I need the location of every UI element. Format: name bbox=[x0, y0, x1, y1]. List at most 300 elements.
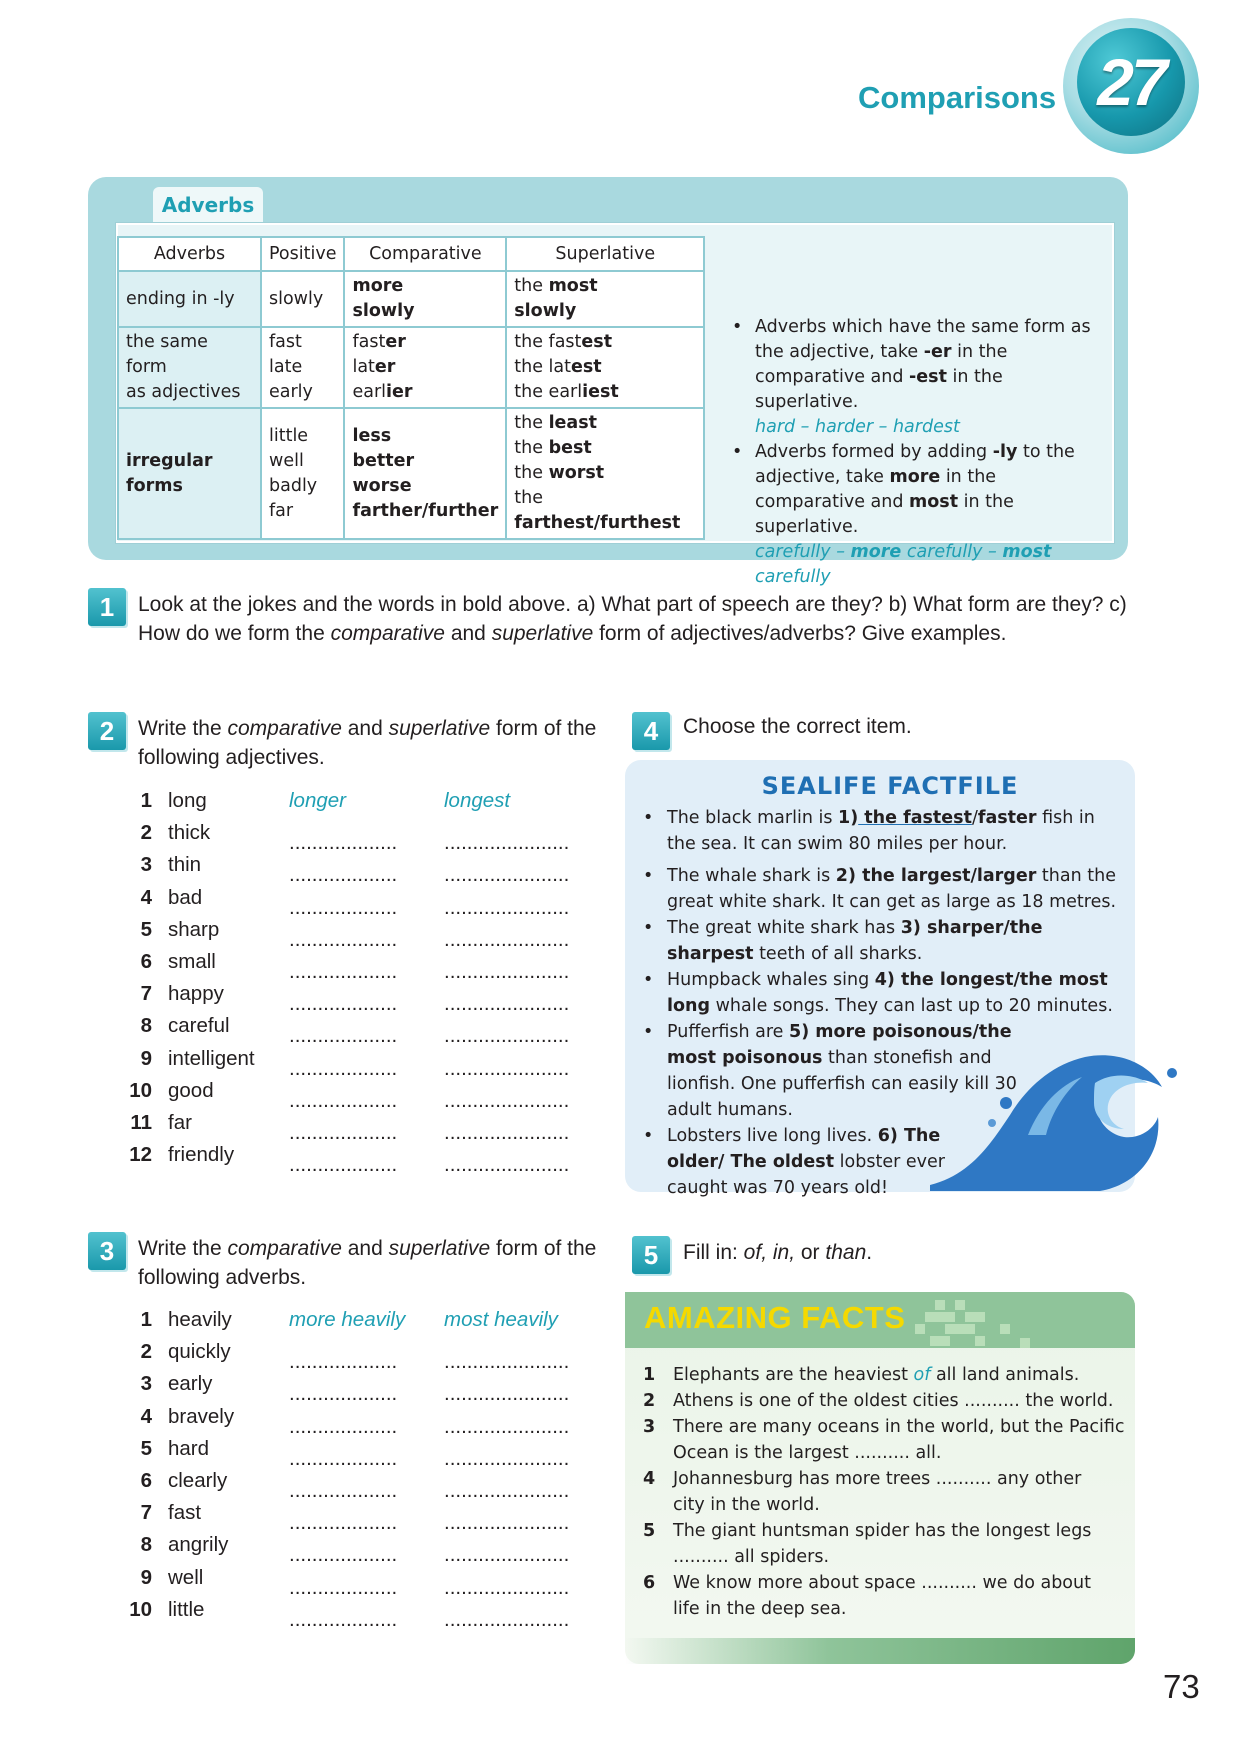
task-text-part: . bbox=[866, 1241, 873, 1264]
answer-blank-comparative[interactable]: ................... bbox=[289, 895, 398, 919]
fact-item bbox=[643, 1518, 1103, 1570]
item-word: bad bbox=[168, 885, 203, 909]
item-number: 4 bbox=[140, 1404, 152, 1428]
pixel-decoration bbox=[945, 1324, 975, 1334]
comp-word: farther/further bbox=[352, 500, 499, 521]
task-text-part: form of the following adjectives. bbox=[138, 717, 597, 769]
note-example: hard – harder – hardest bbox=[755, 417, 960, 437]
header-adverbs: Adverbs bbox=[118, 237, 261, 271]
sealife-list bbox=[643, 805, 1121, 1201]
task-text-italic: comparative bbox=[227, 717, 342, 740]
pixel-decoration bbox=[975, 1336, 985, 1346]
fact-text: The whale shark is bbox=[667, 866, 836, 886]
unit-badge bbox=[1063, 18, 1199, 154]
pixel-decoration bbox=[930, 1336, 950, 1346]
fact-text: than the great white shark. It can get as large as 18 metres. bbox=[667, 866, 1117, 912]
item-number: 8 bbox=[140, 1014, 152, 1038]
list-item bbox=[128, 1437, 588, 1469]
option[interactable]: faster bbox=[977, 808, 1037, 828]
note-bold: -er bbox=[923, 342, 952, 362]
answer-blank-comparative[interactable]: ................... bbox=[289, 1382, 398, 1406]
task-text-italic: superlative bbox=[388, 1237, 491, 1260]
item-word: clearly bbox=[168, 1468, 228, 1492]
row-head-line: as adjectives bbox=[126, 382, 241, 402]
list-item bbox=[128, 1047, 588, 1079]
task-2-text bbox=[138, 714, 598, 772]
answer-blank-comparative[interactable]: ................... bbox=[289, 1478, 398, 1502]
task-text-part: Fill in: bbox=[683, 1241, 738, 1264]
item-number: 5 bbox=[140, 917, 152, 941]
answer-blank-superlative[interactable]: ...................... bbox=[444, 895, 570, 919]
item-word: far bbox=[168, 1110, 192, 1134]
comp-word: worse bbox=[352, 475, 412, 496]
item-number: 9 bbox=[140, 1565, 152, 1589]
example-comparative: longer bbox=[289, 789, 346, 812]
item-number: 3 bbox=[140, 853, 152, 877]
amazing-facts-title: AMAZING FACTS bbox=[644, 1300, 906, 1335]
answer-blank-superlative[interactable]: ...................... bbox=[444, 1120, 570, 1144]
cell-superlative bbox=[506, 408, 704, 539]
adverbs-list bbox=[128, 1308, 588, 1630]
list-item bbox=[128, 982, 588, 1014]
answer-blank-comparative[interactable]: ................... bbox=[289, 1414, 398, 1438]
item-number: 7 bbox=[140, 1501, 152, 1525]
item-word: intelligent bbox=[168, 1046, 255, 1070]
note-text: in the comparative and bbox=[755, 342, 1008, 387]
row-head-line: the same form bbox=[126, 332, 208, 377]
comp-suffix: er bbox=[385, 332, 406, 352]
item-word: good bbox=[168, 1078, 214, 1102]
list-item bbox=[128, 1405, 588, 1437]
sup-suffix: est bbox=[581, 332, 613, 352]
sup-line bbox=[514, 355, 696, 380]
item-number: 2) bbox=[835, 866, 856, 886]
answer-blank-comparative[interactable]: ................... bbox=[289, 831, 398, 855]
note-bold: most bbox=[909, 492, 959, 512]
answer-blank-comparative[interactable]: ................... bbox=[289, 1607, 398, 1631]
note-text: Adverbs which have the same form as the adjective, take bbox=[755, 317, 1091, 362]
item-number: 5 bbox=[140, 1436, 152, 1460]
answer-blank-comparative[interactable]: ................... bbox=[289, 1446, 398, 1470]
adjectives-list bbox=[128, 789, 588, 1175]
example-superlative: longest bbox=[444, 789, 511, 812]
list-item bbox=[128, 918, 588, 950]
cell-comparative bbox=[344, 271, 506, 327]
options[interactable]: The older/ The oldest bbox=[667, 1126, 941, 1172]
answer-blank-comparative[interactable]: ................... bbox=[289, 863, 398, 887]
row-head-line: forms bbox=[126, 475, 183, 496]
fact-text: The black marlin is bbox=[667, 808, 839, 828]
ex-bold: more bbox=[850, 542, 902, 562]
answer-blank-superlative[interactable]: ...................... bbox=[444, 1478, 570, 1502]
task-3-text bbox=[138, 1234, 598, 1292]
item-number: 6) bbox=[877, 1126, 898, 1146]
answer-blank-comparative[interactable]: ................... bbox=[289, 1153, 398, 1177]
task-text-part: form of adjectives/adverbs? Give examples. bbox=[593, 622, 1007, 645]
task-text-part: Write the bbox=[138, 717, 228, 740]
cell-positive bbox=[261, 327, 344, 408]
fact-item bbox=[643, 1123, 973, 1201]
task-text-part: Write the bbox=[138, 1237, 228, 1260]
sealife-title: SEALIFE FACTFILE bbox=[761, 772, 1019, 800]
task-options: than bbox=[825, 1241, 867, 1264]
answer-blank-comparative[interactable]: ................... bbox=[289, 1575, 398, 1599]
sup-suffix: iest bbox=[582, 382, 619, 402]
task-5-text bbox=[683, 1238, 872, 1267]
note-text: in the superlative. bbox=[755, 492, 1014, 537]
note-text: in the comparative and bbox=[755, 467, 997, 512]
header-positive: Positive bbox=[261, 237, 344, 271]
answer-blank-superlative[interactable]: ...................... bbox=[444, 1414, 570, 1438]
sup-suffix: est bbox=[571, 357, 602, 377]
fact-text: Johannesburg has more trees .......... any other city in the world. bbox=[673, 1469, 1082, 1515]
item-number: 2 bbox=[140, 1340, 152, 1364]
item-number: 2 bbox=[140, 821, 152, 845]
answer-blank-comparative[interactable]: ................... bbox=[289, 927, 398, 951]
example-answer: of bbox=[913, 1365, 931, 1385]
task-text-part: and bbox=[341, 717, 389, 740]
item-word: quickly bbox=[168, 1340, 231, 1364]
answer-blank-superlative[interactable]: ...................... bbox=[444, 1511, 570, 1535]
sup-word: slowly bbox=[514, 301, 577, 321]
comp-line bbox=[352, 330, 498, 355]
adverbs-tab: Adverbs bbox=[153, 187, 263, 223]
list-item-example bbox=[128, 1308, 588, 1340]
answer-blank-comparative[interactable]: ................... bbox=[289, 1350, 398, 1374]
fact-item bbox=[643, 863, 1121, 915]
comp-suffix: er bbox=[374, 357, 396, 377]
table-row bbox=[118, 408, 704, 539]
pixel-decoration bbox=[925, 1312, 955, 1322]
list-item bbox=[128, 1111, 588, 1143]
sup-bold: farthest/furthest bbox=[514, 513, 681, 533]
list-item bbox=[128, 886, 588, 918]
sup-pre: the bbox=[514, 276, 549, 296]
item-number: 6 bbox=[140, 1468, 152, 1492]
task-text-part: and bbox=[444, 622, 492, 645]
item-number: 3 bbox=[140, 1372, 152, 1396]
options[interactable]: the largest/larger bbox=[855, 866, 1037, 886]
fact-text: Lobsters live long lives. bbox=[667, 1126, 878, 1146]
pixel-decoration bbox=[915, 1324, 925, 1334]
comp-base: lat bbox=[352, 357, 375, 377]
task-text-part: Look at the jokes and the words in bold above. a) What part of speech are they? b) What form are they? c) How do we form the bbox=[138, 593, 1127, 645]
task-text-italic: superlative bbox=[491, 622, 594, 645]
item-word: early bbox=[168, 1372, 213, 1396]
header-comparative: Comparative bbox=[344, 237, 506, 271]
fact-text: than stonefish and lionfish. One pufferfish can easily kill 30 adult humans. bbox=[667, 1048, 1017, 1120]
item-number: 1 bbox=[140, 1308, 152, 1331]
row-head bbox=[118, 327, 261, 408]
pixel-decoration bbox=[965, 1312, 985, 1322]
item-word: angrily bbox=[168, 1533, 229, 1557]
answer-blank-comparative[interactable]: ................... bbox=[289, 1056, 398, 1080]
list-item bbox=[128, 1533, 588, 1565]
pos-word: late bbox=[269, 357, 303, 377]
options[interactable]: sharper/the sharpest bbox=[667, 918, 1043, 964]
list-item bbox=[128, 1372, 588, 1404]
sup-line bbox=[514, 436, 696, 461]
item-word: careful bbox=[168, 1014, 230, 1038]
item-word: friendly bbox=[168, 1143, 235, 1167]
page-number: 73 bbox=[1163, 1668, 1200, 1705]
header-superlative: Superlative bbox=[506, 237, 704, 271]
comp-base: earl bbox=[352, 382, 387, 402]
task-text-italic: comparative bbox=[330, 622, 445, 645]
item-number: 6 bbox=[140, 949, 152, 973]
pixel-decoration bbox=[1000, 1324, 1010, 1334]
sup-pre: the bbox=[514, 413, 549, 433]
item-word: long bbox=[168, 789, 207, 812]
page-title: Comparisons bbox=[858, 80, 1057, 115]
fact-text: whale songs. They can last up to 20 minutes. bbox=[710, 996, 1113, 1016]
comp-word: better bbox=[352, 450, 415, 471]
fact-text: The great white shark has bbox=[667, 918, 901, 938]
sup-base: the earl bbox=[514, 382, 583, 402]
answer-blank-superlative[interactable]: ...................... bbox=[444, 1543, 570, 1567]
answer-blank-superlative[interactable]: ...................... bbox=[444, 1607, 570, 1631]
answer-blank-comparative[interactable]: ................... bbox=[289, 1120, 398, 1144]
task-2-number: 2 bbox=[88, 712, 126, 750]
fact-text: fish in the sea. It can swim 80 miles per hour. bbox=[667, 808, 1095, 854]
answer-blank-superlative[interactable]: ...................... bbox=[444, 1446, 570, 1470]
fact-text: Humpback whales sing bbox=[667, 970, 875, 990]
unit-badge-inner bbox=[1077, 28, 1185, 136]
item-number: 12 bbox=[129, 1143, 152, 1167]
item-number: 3 bbox=[643, 1417, 656, 1437]
answer-blank-superlative[interactable]: ...................... bbox=[444, 927, 570, 951]
comp-suffix: ier bbox=[386, 382, 413, 402]
answer-blank-superlative[interactable]: ...................... bbox=[444, 1088, 570, 1112]
item-word: well bbox=[168, 1565, 204, 1589]
item-number: 5) bbox=[789, 1022, 810, 1042]
sup-bold: least bbox=[548, 413, 598, 433]
fact-text: Pufferfish are bbox=[667, 1022, 790, 1042]
item-word: heavily bbox=[168, 1308, 232, 1331]
fact-text: Athens is one of the oldest cities .......... the world. bbox=[673, 1391, 1114, 1411]
fact-text: There are many oceans in the world, but the Pacific Ocean is the largest .......... all. bbox=[673, 1417, 1125, 1463]
sup-pre: the bbox=[514, 438, 549, 458]
table-row bbox=[118, 271, 704, 327]
cell-positive bbox=[261, 408, 344, 539]
fact-text: teeth of all sharks. bbox=[753, 944, 923, 964]
item-number: 4 bbox=[643, 1469, 656, 1489]
fact-item bbox=[643, 1466, 1083, 1518]
list-item bbox=[128, 1598, 588, 1630]
note-bold: -ly bbox=[992, 442, 1018, 462]
fact-item bbox=[643, 805, 1121, 857]
note-bold: more bbox=[889, 467, 941, 487]
fact-item bbox=[643, 967, 1121, 1019]
task-text-italic: comparative bbox=[227, 1237, 342, 1260]
task-options: of, in, bbox=[737, 1241, 796, 1264]
table-row bbox=[118, 327, 704, 408]
comp-word: slowly bbox=[352, 301, 415, 321]
adverbs-table bbox=[117, 236, 705, 540]
cell-comparative bbox=[344, 408, 506, 539]
fact-item bbox=[643, 1570, 1103, 1622]
item-number: 1 bbox=[643, 1365, 656, 1385]
task-text-part: or bbox=[795, 1241, 826, 1264]
answer-blank-superlative[interactable]: ...................... bbox=[444, 1350, 570, 1374]
amazing-facts-list bbox=[643, 1362, 1125, 1622]
answer-blank-superlative[interactable]: ...................... bbox=[444, 992, 570, 1016]
item-number: 4 bbox=[140, 885, 152, 909]
options[interactable]: more poisonous/the most poisonous bbox=[667, 1022, 1012, 1068]
item-number: 1) bbox=[838, 808, 859, 828]
example-comparative: more heavily bbox=[289, 1308, 406, 1331]
answer-blank-comparative[interactable]: ................... bbox=[289, 992, 398, 1016]
item-number: 10 bbox=[129, 1597, 152, 1621]
sup-base: the fast bbox=[514, 332, 582, 352]
note-text: to the adjective, take bbox=[755, 442, 1075, 487]
fact-item bbox=[643, 915, 1121, 967]
answer-blank-superlative[interactable]: ...................... bbox=[444, 1056, 570, 1080]
answer-blank-superlative[interactable]: ...................... bbox=[444, 959, 570, 983]
sup-pre: the bbox=[514, 488, 543, 508]
item-number: 2 bbox=[643, 1391, 656, 1411]
sup-bold: most bbox=[548, 276, 598, 296]
comp-word: less bbox=[352, 425, 392, 446]
fact-text: Elephants are the heaviest bbox=[673, 1365, 914, 1385]
item-word: bravely bbox=[168, 1404, 235, 1428]
cell-superlative bbox=[506, 327, 704, 408]
pixel-decoration bbox=[935, 1300, 945, 1310]
pixel-decoration bbox=[955, 1300, 965, 1310]
ex-part: carefully – bbox=[755, 542, 851, 562]
fact-text: lobster ever caught was 70 years old! bbox=[667, 1152, 945, 1198]
note-same-form bbox=[730, 315, 1102, 440]
note-ly bbox=[730, 440, 1102, 590]
answer-blank-comparative[interactable]: ................... bbox=[289, 1543, 398, 1567]
sup-line bbox=[514, 330, 696, 355]
amazing-facts-footer bbox=[625, 1638, 1135, 1664]
sup-line bbox=[514, 380, 696, 405]
task-5-number: 5 bbox=[632, 1236, 670, 1274]
answer-blank-superlative[interactable]: ...................... bbox=[444, 1575, 570, 1599]
pos-word: well bbox=[269, 450, 304, 471]
item-word: thick bbox=[168, 821, 211, 845]
list-item bbox=[128, 853, 588, 885]
cell-positive: slowly bbox=[261, 271, 344, 327]
fact-text: We know more about space .......... we do about life in the deep sea. bbox=[673, 1573, 1091, 1619]
grammar-notes bbox=[730, 315, 1102, 590]
item-number: 7 bbox=[140, 982, 152, 1006]
fact-text: The giant huntsman spider has the longest legs .......... all spiders. bbox=[673, 1521, 1092, 1567]
task-text-part: form of the following adverbs. bbox=[138, 1237, 597, 1289]
slash: / bbox=[971, 808, 978, 828]
item-word: little bbox=[168, 1597, 205, 1621]
note-bold: -est bbox=[909, 367, 947, 387]
answer-blank-superlative[interactable]: ...................... bbox=[444, 863, 570, 887]
cell-superlative bbox=[506, 271, 704, 327]
unit-number: 27 bbox=[1097, 45, 1165, 119]
item-word: fast bbox=[168, 1501, 202, 1525]
item-number: 11 bbox=[130, 1110, 152, 1134]
item-number: 4) bbox=[874, 970, 895, 990]
item-word: thin bbox=[168, 853, 202, 877]
comp-base: fast bbox=[352, 332, 386, 352]
selected-answer[interactable]: the fastest bbox=[858, 808, 972, 828]
sup-bold: best bbox=[548, 438, 592, 458]
row-head: ending in -ly bbox=[118, 271, 261, 327]
list-item bbox=[128, 1014, 588, 1046]
fact-item bbox=[643, 1019, 1043, 1123]
list-item bbox=[128, 1143, 588, 1175]
item-word: happy bbox=[168, 982, 224, 1006]
ex-part: carefully – bbox=[901, 542, 1003, 562]
fact-item bbox=[643, 1388, 1125, 1414]
sup-line bbox=[514, 274, 696, 299]
list-item bbox=[128, 1501, 588, 1533]
pos-word: far bbox=[269, 500, 294, 521]
list-item-example bbox=[128, 789, 588, 821]
note-text: Adverbs formed by adding bbox=[755, 442, 993, 462]
list-item bbox=[128, 1340, 588, 1372]
pos-word: little bbox=[269, 425, 309, 446]
pos-word: fast bbox=[269, 332, 302, 352]
row-head bbox=[118, 408, 261, 539]
ex-bold: most bbox=[1002, 542, 1052, 562]
example-superlative: most heavily bbox=[444, 1308, 558, 1331]
item-number: 9 bbox=[140, 1046, 152, 1070]
sup-base: the lat bbox=[514, 357, 571, 377]
note-example bbox=[755, 542, 1051, 587]
answer-blank-comparative[interactable]: ................... bbox=[289, 1088, 398, 1112]
item-word: small bbox=[168, 949, 216, 973]
comp-line bbox=[352, 380, 498, 405]
answer-blank-comparative[interactable]: ................... bbox=[289, 1511, 398, 1535]
sup-pre: the bbox=[514, 463, 549, 483]
list-item bbox=[128, 821, 588, 853]
item-number: 6 bbox=[643, 1573, 656, 1593]
task-1-text bbox=[138, 590, 1138, 648]
cell-comparative bbox=[344, 327, 506, 408]
ex-part: carefully bbox=[755, 567, 831, 587]
task-4-number: 4 bbox=[632, 712, 670, 750]
item-word: sharp bbox=[168, 917, 220, 941]
task-text-italic: superlative bbox=[388, 717, 491, 740]
answer-blank-comparative[interactable]: ................... bbox=[289, 959, 398, 983]
answer-blank-superlative[interactable]: ...................... bbox=[444, 831, 570, 855]
answer-blank-superlative[interactable]: ...................... bbox=[444, 1153, 570, 1177]
sup-line bbox=[514, 461, 696, 486]
options[interactable]: the longest/the most long bbox=[667, 970, 1108, 1016]
task-3-number: 3 bbox=[88, 1232, 126, 1270]
sup-line bbox=[514, 486, 696, 536]
fact-item bbox=[643, 1414, 1125, 1466]
note-text: in the superlative. bbox=[755, 367, 1003, 412]
item-number: 3) bbox=[900, 918, 921, 938]
task-4-text: Choose the correct item. bbox=[683, 715, 912, 738]
list-item bbox=[128, 1469, 588, 1501]
pos-word: badly bbox=[269, 475, 318, 496]
answer-blank-superlative[interactable]: ...................... bbox=[444, 1382, 570, 1406]
item-word: hard bbox=[168, 1436, 210, 1460]
task-1-number: 1 bbox=[88, 588, 126, 626]
fact-text: all land animals. bbox=[930, 1365, 1080, 1385]
fact-item bbox=[643, 1362, 1125, 1388]
answer-blank-superlative[interactable]: ...................... bbox=[444, 1024, 570, 1048]
row-head-line: irregular bbox=[126, 450, 213, 471]
item-number: 1 bbox=[140, 789, 152, 812]
comp-line bbox=[352, 355, 498, 380]
item-number: 10 bbox=[129, 1078, 152, 1102]
task-text-part: and bbox=[341, 1237, 389, 1260]
table-header-row bbox=[118, 237, 704, 271]
pixel-decoration bbox=[1020, 1338, 1030, 1348]
answer-blank-comparative[interactable]: ................... bbox=[289, 1024, 398, 1048]
